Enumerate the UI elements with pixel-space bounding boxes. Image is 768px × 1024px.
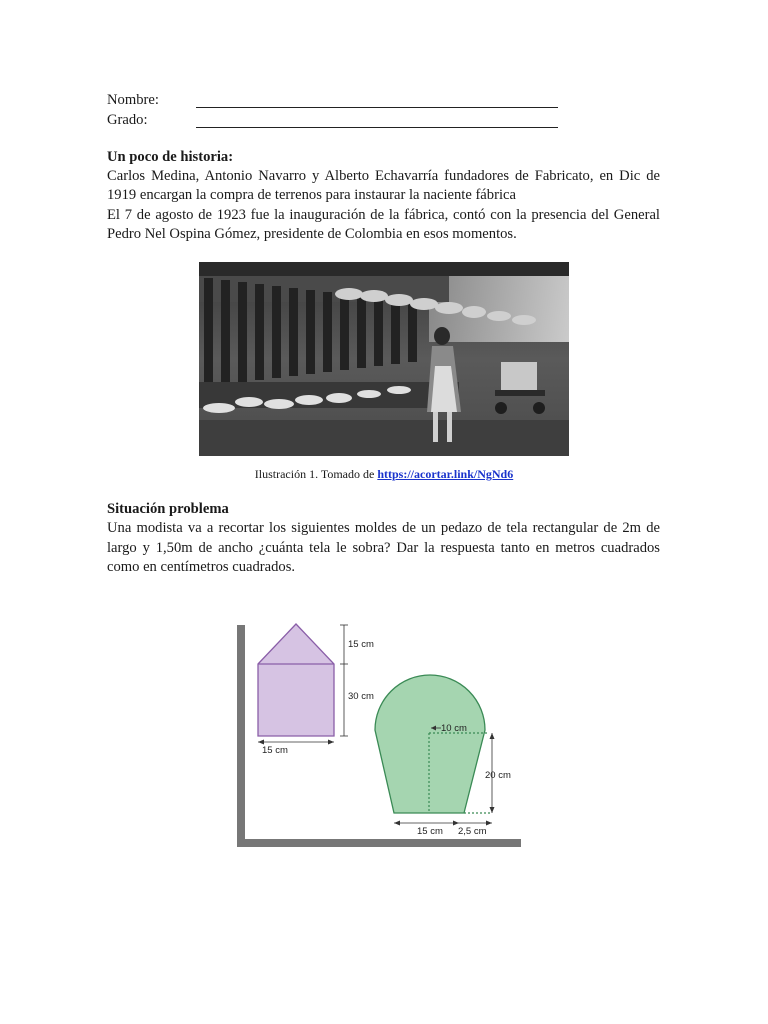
label-shape-radius: 10 cm (441, 723, 467, 734)
history-line-2: 1919 encargan la compra de terrenos para instaurar la naciente fábrica (107, 187, 516, 203)
frame-horizontal (237, 839, 521, 847)
history-line-1: Carlos Medina, Antonio Navarro y Alberto Echavarría fundadores de Fabricato, en Dic de (107, 168, 660, 184)
problem-line-1: Una modista va a recortar los siguientes moldes de un pedazo de tela rectangular de 2m de (107, 520, 660, 536)
caption-link[interactable]: https://acortar.link/NgNd6 (377, 467, 514, 481)
problem-heading: Situación problema (107, 501, 229, 517)
history-heading: Un poco de historia: (107, 149, 234, 165)
problem-line-2: largo y 1,50m de ancho ¿cuánta tela le sobra? Dar la respuesta tanto en metros cuadrados (107, 540, 660, 556)
caption-prefix: Ilustración 1. Tomado de (254, 467, 378, 481)
green-pattern (375, 675, 485, 813)
photo-caption (0, 466, 768, 482)
label-shape-offset: 2,5 cm (458, 826, 487, 837)
nombre-field-line (196, 107, 558, 108)
label-house-side: 30 cm (348, 691, 374, 702)
problem-line-3: como en centímetros cuadrados. (107, 559, 296, 575)
frame-vertical (237, 625, 245, 847)
history-line-3: El 7 de agosto de 1923 fue la inauguración de la fábrica, contó con la presencia del General (107, 207, 660, 223)
label-house-top: 15 cm (348, 639, 374, 650)
factory-photo (199, 262, 569, 456)
house-pattern (258, 624, 334, 736)
history-line-4: Pedro Nel Ospina Gómez, presidente de Colombia en esos momentos. (107, 226, 517, 242)
label-shape-base: 15 cm (417, 826, 443, 837)
label-shape-height: 20 cm (485, 770, 511, 781)
grado-label: Grado: (107, 112, 148, 128)
nombre-label: Nombre: (107, 92, 159, 108)
label-house-base: 15 cm (262, 745, 288, 756)
patterns-figure (234, 608, 524, 850)
grado-field-line (196, 127, 558, 128)
